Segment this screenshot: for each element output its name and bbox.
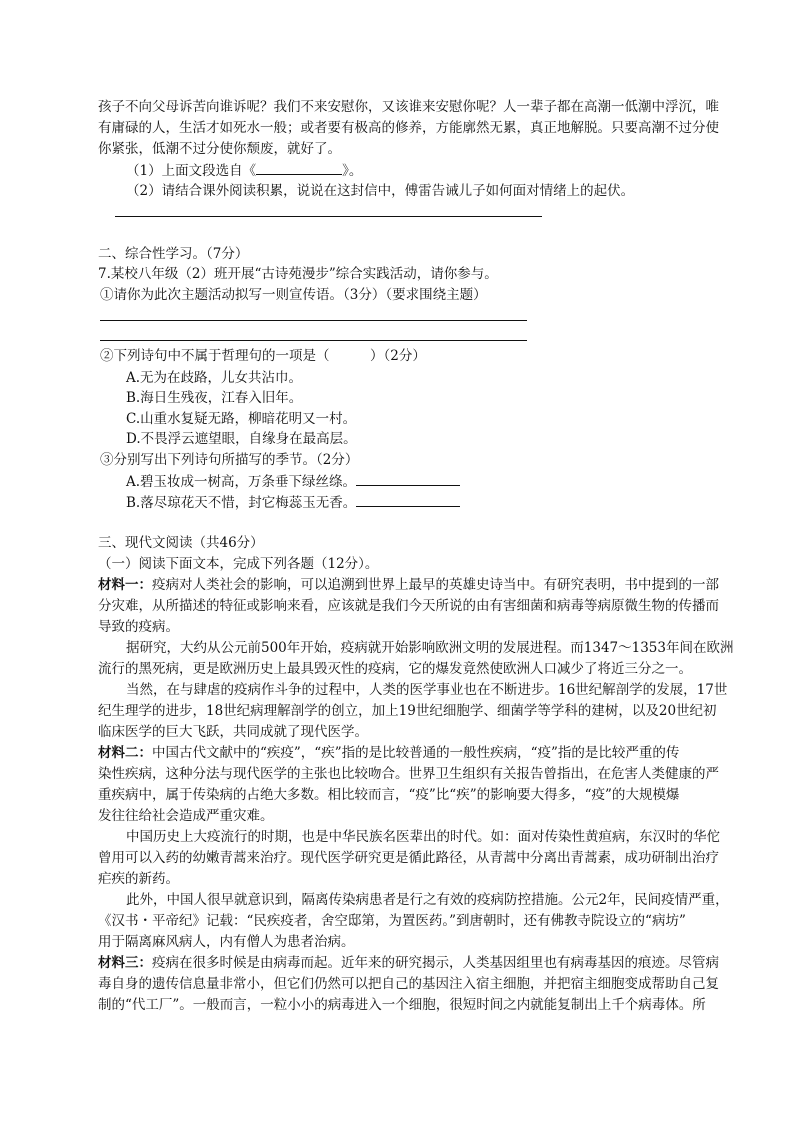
material-2-line-3: 重疾病中，属于传染病的占绝大多数。相比较而言，“疫”比“疾”的影响要大得多，“疫”的大规模爆 [98,787,680,803]
material-1-line-3: 导致的疫病。 [98,619,179,635]
intro-line-1: 孩子不向父母诉苦向谁诉呢？我们不来安慰你，又该谁来安慰你呢？人一辈子都在高潮一低潮中浮沉，唯 [98,99,719,115]
q7-3-a [126,471,460,492]
q6-sub2: （2）请结合课外阅读积累，说说在这封信中，傅雷告诫儿子如何面对情绪上的起伏。 [126,183,635,199]
q6-sub1-blank[interactable] [256,160,342,175]
q7-1-answer-line-1[interactable] [100,320,527,321]
p2-line-1: 据研究，大约从公元前500年开始，疫病就开始影响欧洲文明的发展进程。而1347～1353年间在欧洲 [126,640,734,656]
q6-sub1-prefix: （1）上面文段选自《 [126,163,257,179]
q7-3-b-blank[interactable] [356,492,460,507]
p3-line-2: 纪生理学的进步，18世纪病理解剖学的创立，加上19世纪细胞学、细菌学等学科的建树，以及20世纪初 [98,703,717,719]
q7-3-a-text: A.碧玉妆成一树高，万条垂下绿丝绦。 [126,474,357,490]
sec2-heading: 二、综合性学习。（7分） [98,246,249,262]
p5-line-3: 疟疾的新药。 [98,871,179,887]
p6-line-3: 用于隔离麻风病人，内有僧人为患者治病。 [98,934,355,950]
material-2-text: 中国古代文献中的“疾疫”，“疾”指的是比较普通的一般性疾病，“疫”指的是比较严重的传 [152,745,680,761]
material-2-label: 材料二： [98,745,152,761]
material-1-label: 材料一： [98,577,152,593]
material-3-text: 疫病在很多时候是由病毒而起。近年来的研究揭示，人类基因组里也有病毒基因的痕迹。尽管病 [152,955,719,971]
material-1-text: 疫病对人类社会的影响，可以追溯到世界上最早的英雄史诗当中。有研究表明，书中提到的一部 [152,577,719,593]
p3-line-1: 当然，在与肆虐的疫病作斗争的过程中，人类的医学事业也在不断进步。16世纪解剖学的发展，17世 [126,682,728,698]
q6-sub1-suffix: 》。 [342,163,363,179]
q7-1-answer-line-2[interactable] [100,340,527,341]
intro-line-3: 你紧张，低潮不过分使你颓废，就好了。 [98,141,341,157]
p5-line-2: 曾用可以入药的幼嫩青蒿来治疗。现代医学研究更是循此路径，从青蒿中分离出青蒿素，成功研制出治疗 [98,850,719,866]
material-2-line-4: 发往往给社会造成严重灾难。 [98,808,274,824]
material-2-line-1 [98,743,679,763]
p6-line-2: 《汉书・平帝纪》记载：“民疾疫者，舍空邸第，为置医药。”到唐朝时，还有佛教寺院设立的“病坊” [98,913,686,929]
intro-line-2: 有庸碌的人，生活才如死水一般；或者要有极高的修养，方能廓然无累，真正地解脱。只要高潮不过分使 [98,120,719,136]
material-1-line-1 [98,575,719,595]
material-2-line-2: 染性疾病，这种分法与现代医学的主张也比较吻合。世界卫生组织有关报告曾指出，在危害人类健康的严 [98,766,719,782]
material-3-line-1 [98,953,719,973]
q7-3-a-blank[interactable] [356,471,460,486]
q6-answer-line[interactable] [115,216,542,217]
q7-2-option-a: A.无为在歧路，儿女共沾巾。 [126,370,303,386]
p6-line-1: 此外，中国人很早就意识到，隔离传染病患者是行之有效的疫病防控措施。公元2年，民间疫情严重， [126,892,729,908]
q7-3: ③分别写出下列诗句所描写的季节。（2分） [100,452,359,468]
q7-2: ②下列诗句中不属于哲理句的一项是（ ）（2分） [100,348,426,364]
sec3-sub: （一）阅读下面文本，完成下列各题（12分）。 [98,556,379,572]
p3-line-3: 临床医学的巨大飞跃，共同成就了现代医学。 [98,724,368,740]
material-3-label: 材料三： [98,955,152,971]
q7-1: ①请你为此次主题活动拟写一则宣传语。（3分）（要求围绕主题） [100,287,487,303]
p2-line-2: 流行的黑死病，更是欧洲历史上最具毁灭性的疫病，它的爆发竟然使欧洲人口减少了将近三分之一。 [98,661,692,677]
material-3-line-2: 毒自身的遗传信息量非常小，但它们仍然可以把自己的基因注入宿主细胞，并把宿主细胞变成帮助自己复 [98,976,719,992]
material-3-line-3: 制的“代工厂”。一般而言，一粒小小的病毒进入一个细胞，很短时间之内就能复制出上千个病毒体。所 [98,997,706,1013]
q7-3-b-text: B.落尽琼花天不惜，封它梅蕊玉无香。 [126,495,357,511]
q7-2-option-d: D.不畏浮云遮望眼，自缘身在最高层。 [126,431,357,447]
q7-2-option-c: C.山重水复疑无路，柳暗花明又一村。 [126,411,357,427]
q6-sub1 [126,160,362,181]
q7-stem: 7.某校八年级（2）班开展“古诗苑漫步”综合实践活动，请你参与。 [98,266,498,282]
q7-2-option-b: B.海日生残夜，江春入旧年。 [126,390,303,406]
p5-line-1: 中国历史上大疫流行的时期，也是中华民族名医辈出的时代。如：面对传染性黄疸病，东汉时的华佗 [126,829,720,845]
sec3-heading: 三、现代文阅读（共46分） [98,535,264,551]
material-1-line-2: 分灾难，从所描述的特征或影响来看，应该就是我们今天所说的由有害细菌和病毒等病原微生物的传播而 [98,598,719,614]
q7-3-b [126,492,460,513]
